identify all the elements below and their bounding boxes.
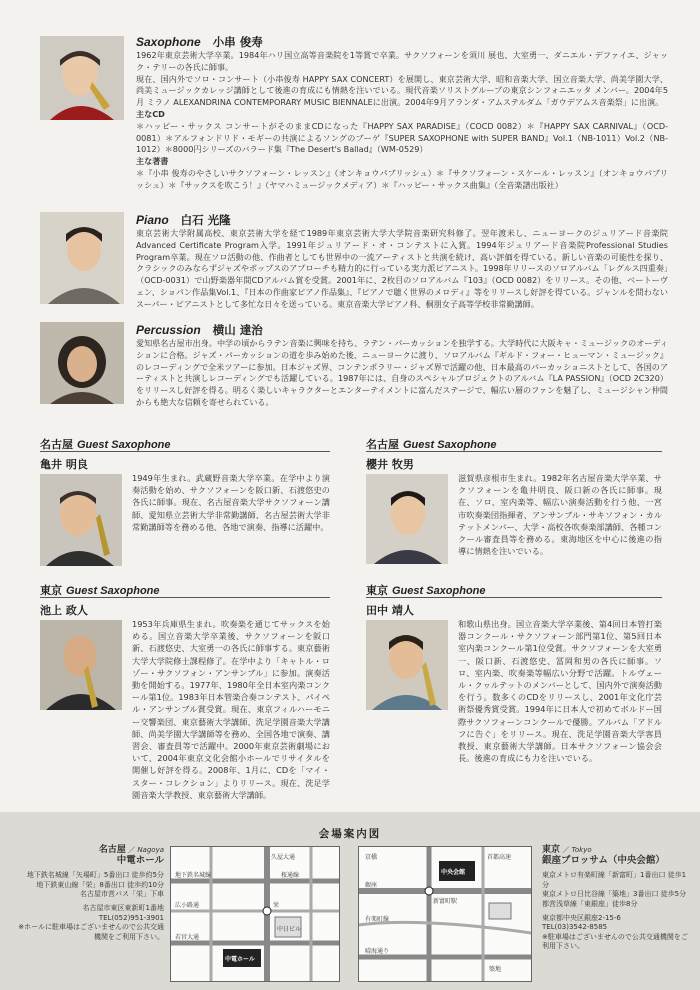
map-label-venue: 中電ホール <box>225 956 255 963</box>
section-text-books: ＊『小串 俊寿のやさしいサクソフォーン・レッスン』（オンキョウパブリッシュ）＊『サクソフォーン・スケール・レッスン』（オンキョウパブリッシュ）＊『サックスを吹こう！』（ヤマハミュージックメディア）＊『ハッピー・サックス曲集』（全音楽譜出版社） <box>136 167 668 190</box>
venue-access: 名古屋市営バス「栄」下車 <box>80 890 164 899</box>
portrait-percussion <box>40 322 124 404</box>
venue-city-en: Tokyo <box>571 846 592 854</box>
venue-access: 東京メトロ有楽町線「新富町」1番出口 徒歩1分 <box>542 871 687 889</box>
map-label: 地下鉄名城線 <box>175 872 212 879</box>
venue-city-line: 東京 ／ Tokyo <box>542 845 592 855</box>
guest-city: 名古屋 <box>366 438 399 451</box>
map-label: 桜通線 <box>281 872 300 879</box>
portrait-saxophone <box>40 36 124 120</box>
bio-paragraph: 愛知県名古屋市出身。中学の頃からラテン音楽に興味を持ち、ラテン・パーカッションを独学する。大学時代に大阪キャ・ミュージックのオーディションに合格。ジャズ・パーカッションの道を歩み始めた後、ニューヨークに渡り、ソロアルバム『ギルド・フォー・ヒューマン・ミュージック』のレコーディングで全米ツアーに参加。日本ジャズ界、コンテンポラリー・ジャズ界で活躍の他、日本最高のパーカッショニストとして、各国のアーティストと共演しレコーディングでも活躍している。1987年には、自身のスペシャルプロジェクトのアルバム『LA PASSION』（OCD 2C320）をリリースし好評を得る。明るく楽しいキャラクターとエンターテイメントに富んだステージで、幅広い層のファンを魅了し、ミュージシャン仲間からも絶大な信頼を寄せられている。 <box>136 338 668 407</box>
portrait-guest-kamei <box>40 474 122 566</box>
portrait-guest-sakurai-image <box>366 474 448 564</box>
venue-note: ※駐車場はございませんので公共交通機関をご利用下さい。 <box>542 932 688 951</box>
guest-label: Guest Saxophone <box>392 585 486 597</box>
performer-title-piano <box>136 212 231 228</box>
venue-tel: TEL(03)3542-8585 <box>542 923 608 932</box>
venue-city: 名古屋 <box>98 845 126 855</box>
map-nagoya <box>170 846 340 982</box>
guest-bio: 1949年生まれ。武蔵野音楽大学卒業。在学中より演奏活動を始め、サクソフォーンを阪口新、石渡悠史の各氏に師事。現在、名古屋音楽大学サクソフォーン講師、愛知県立芸術大学非常勤講師、名古屋芸術大学非常勤講師等を務める他、各地で演奏、指導に活躍中。 <box>132 473 330 532</box>
performer-bio-saxophone <box>136 50 668 200</box>
guest-label: Guest Saxophone <box>77 439 171 451</box>
venue-access: 地下鉄名城線「矢場町」5番出口 徒歩約5分 <box>26 871 164 880</box>
performer-instrument: Percussion <box>136 323 201 337</box>
map-label: 有楽町線 <box>365 916 390 923</box>
map-label: 広小路通 <box>175 902 200 909</box>
portrait-guest-tanaka-image <box>366 620 448 710</box>
venue-city-en: Nagoya <box>137 846 164 854</box>
portrait-piano <box>40 212 124 304</box>
guest-heading <box>366 436 497 452</box>
venue-info-nagoya <box>14 846 164 942</box>
portrait-piano-image <box>40 212 124 304</box>
venue-access: 東京メトロ日比谷線「築地」3番出口 徒歩5分 <box>542 890 687 899</box>
map-tokyo-drawing <box>359 847 531 981</box>
section-text-cd: ＊ハッピー・サックス コンサートがそのままCDになった『HAPPY SAX PARADISE』（COCD 0082）＊『HAPPY SAX CARNIVAL』（OCD-0081）＊アルフォンドリド・モギーの共演によるソングのブーゲ『SUPER SAXOPHONE with SUPER BAND』Vol.1（NB-1011）Vol.2（NB-1012）＊8000円シリーズのバラード集『The Desert's Ballad』（WM-0529） <box>136 120 668 155</box>
venue-city-line: 名古屋 ／ Nagoya <box>98 845 164 855</box>
guest-bio: 1953年兵庫県生まれ。吹奏楽を通じてサックスを始める。国立音楽大学卒業後、サクソフォーンを阪口新、石渡悠史、大室勇一の各氏に師事する。東京藝術大学大学院修士課程修了。在学中より「キャトル・ロゾー・サクソフォン・アンサンブル」に参加。演奏活動を開始する。1977年、1980年全日本室内楽コンクール第1位。1983年日本管楽合奏コンテスト、パイペル・アンサンブル賞受賞。現在、東京フィルハーモニー交響楽団、東京藝術大学講師、洗足学園音楽大学講師、尚美学園大学講師等を務め、全国各地で演奏、講習会、審査員等で活躍中。2000年東京芸術劇場において、2004年東京文化会館小ホールでリサイタルを開催し好評を得る。2008年、1月に、CDを「マイ・スター・コレクション」よりリリース。現在、洗足学園音楽大学教授、東京藝術大学講師。 <box>132 619 330 800</box>
venue-city: 東京 <box>542 845 561 855</box>
guest-city: 東京 <box>366 584 388 597</box>
portrait-percussion-image <box>40 322 124 404</box>
venue-hall-name: 銀座ブロッサム（中央会館） <box>542 854 665 866</box>
guest-divider <box>40 451 330 452</box>
guest-bio: 滋賀県彦根市生まれ。1982年名古屋音楽大学卒業、サクソフォーンを亀井明良、阪口新の各氏に師事。現在、ソロ、室内楽等、幅広い演奏活動を行う他、一宮市吹奏楽団指揮者、アンサンブル・サキソフォン・カルテットメンバー、大学・高校各吹奏楽部講師、各種コンクール審査員等を務める。東海地区を中心に後進の指導に情熱を注いでいる。 <box>458 473 662 557</box>
bio-paragraph: 東京芸術大学附属高校、東京芸術大学を経て1989年東京芸術大学大学院音楽研究科修了。翌年渡米し、ニューヨークのジュリアード音楽院Advanced Certificate Program入学。1991年ジュリアード・オ・コンテストに入賞。1994年ジュリアード音楽院Professional Studies Program卒業。現在ソロ活動の他、作曲者としても世界中の一流アーティストと共演を続け、高い評価を得ている。新しい音楽の可能性を探り、クラシックのみならずジャズやポップスのアプローチも精力的に行っている実力派ピアニスト。1998年リリースのソロアルバム「レグルス四重奏」（OCD-0031）で山野楽器年間CDアルバム賞を受賞。2001年に、2枚目のソロアルバム『103』（OCD 0082）をリリース。その他、ベートーヴェン、ショパン作品集Vol.1、『日本の作曲家ピアノ作品集』、『ピアノで聴く世界のメロディ』等をリリースし好評を得ている。ジャンルを問わないスーパー・ピアニストとして多忙な日々を送っている。東京音楽大学ピアノ科、桐朋女子高等学校非常勤講師。 <box>136 228 668 309</box>
map-label: 久屋大通 <box>271 854 296 861</box>
venue-hall-name: 中電ホール <box>116 854 164 866</box>
map-section-title: 会場案内図 <box>318 828 382 840</box>
map-label: 晴海通り <box>365 948 390 955</box>
guest-divider <box>40 597 330 598</box>
map-nagoya-drawing <box>171 847 339 981</box>
venue-note: ※ホールに駐車場はございませんので公共交通機関をご利用下さい。 <box>18 923 164 941</box>
map-tokyo <box>358 846 532 982</box>
guest-name: 池上 政人 <box>40 604 88 617</box>
map-label: 栄 <box>273 902 280 909</box>
guest-divider <box>366 597 662 598</box>
map-label: 若宮大通 <box>175 934 200 941</box>
guest-bio: 和歌山県出身。国立音楽大学卒業後、第4回日本管打楽器コンクール・サクソフォーン部門第1位、第5回日本室内楽コンクール第1位受賞。サクソフォーンを大室勇一、阪口新、石渡悠史、冨岡和男の各氏に師事。ソロ、室内楽、吹奏楽等幅広い分野で活躍。トルヴェール・クヮルテットのメンバーとして、国内外で演奏活動を行う。数多くのCDをリリースし、2001年文化庁芸術祭優秀賞受賞。1994年に日本人で初めてボルドー国際サクソフォーンコンクールで優勝。アルバム「アドルフに告ぐ」をリリース。現在、洗足学園音楽大学客員教授、東京藝術大学講師。日本サクソフォーン協会会長。後進の育成にも力を注いでいる。 <box>458 619 662 764</box>
map-label: 銀座 <box>365 882 378 889</box>
map-label: 中日ビル <box>277 926 302 933</box>
performer-bio-percussion <box>136 338 668 422</box>
venue-address: 東京都中央区銀座2-15-6 <box>542 913 621 922</box>
guest-label: Guest Saxophone <box>403 439 497 451</box>
venue-address: 名古屋市東区東新町1番地 <box>82 903 164 912</box>
guest-label: Guest Saxophone <box>66 585 160 597</box>
guest-heading <box>366 582 486 598</box>
performer-title-percussion <box>136 322 263 338</box>
guest-name: 櫻井 牧男 <box>366 458 414 471</box>
performer-title-saxophone <box>136 34 263 50</box>
map-label-venue: 中央会館 <box>441 869 466 876</box>
section-heading-books: 主な著書 <box>136 156 169 167</box>
guest-name: 田中 靖人 <box>366 604 414 617</box>
map-label: 首都高速 <box>487 854 512 861</box>
venue-access: 地下鉄東山線「栄」8番出口 徒歩約10分 <box>36 880 164 889</box>
portrait-guest-ikegami <box>40 620 122 710</box>
map-label: 京橋 <box>365 854 378 861</box>
performer-name: 小串 俊寿 <box>212 35 263 49</box>
portrait-guest-sakurai <box>366 474 448 564</box>
section-heading-cd: 主なCD <box>136 108 165 119</box>
guest-heading <box>40 436 171 452</box>
performer-instrument: Saxophone <box>136 35 201 49</box>
performer-name: 横山 達治 <box>212 323 263 337</box>
portrait-guest-tanaka <box>366 620 448 710</box>
guest-heading <box>40 582 160 598</box>
performer-instrument: Piano <box>136 213 169 227</box>
map-label: 新富町駅 <box>433 898 458 905</box>
map-label: 築地 <box>489 966 502 973</box>
portrait-saxophone-image <box>40 36 124 120</box>
guest-city: 名古屋 <box>40 438 73 451</box>
bio-paragraph: 1962年東京芸術大学卒業。1984年ハリ国立高等音楽院を1等賞で卒業。サクソフォーンを須川 展也、大室勇一、ダニエル・デファイエ、ジャック・テリーの各氏に師事。 <box>136 50 668 72</box>
venue-tel: TEL(052)951-3901 <box>98 913 164 922</box>
venue-info-tokyo <box>542 846 692 952</box>
guest-divider <box>366 451 662 452</box>
performer-name: 白石 光隆 <box>180 213 231 227</box>
guest-name: 亀井 明良 <box>40 458 88 471</box>
bio-paragraph: 現在、国内外でソロ・コンサート（小串俊寿 HAPPY SAX CONCERT）を展開し、東京芸術大学、昭和音楽大学、国立音楽大学、尚美学園大学、尚美ミュージックカレッジ講師として後進の育成にも情熱を注いでいる。現代音楽ソリストグループの東京シンフォニエッタ メンバー。2004年5月 ミラノ ALEXANDRINA CONTEMPORARY MUSIC BIENNALEに出演。2004年9月アランダ・アムステルダム「ガウデアムス音楽祭」に出演。 <box>136 73 668 108</box>
venue-access: 都営浅草線「東銀座」徒歩8分 <box>542 899 638 908</box>
portrait-guest-kamei-image <box>40 474 122 566</box>
portrait-guest-ikegami-image <box>40 620 122 710</box>
performer-bio-piano <box>136 228 668 312</box>
guest-city: 東京 <box>40 584 62 597</box>
